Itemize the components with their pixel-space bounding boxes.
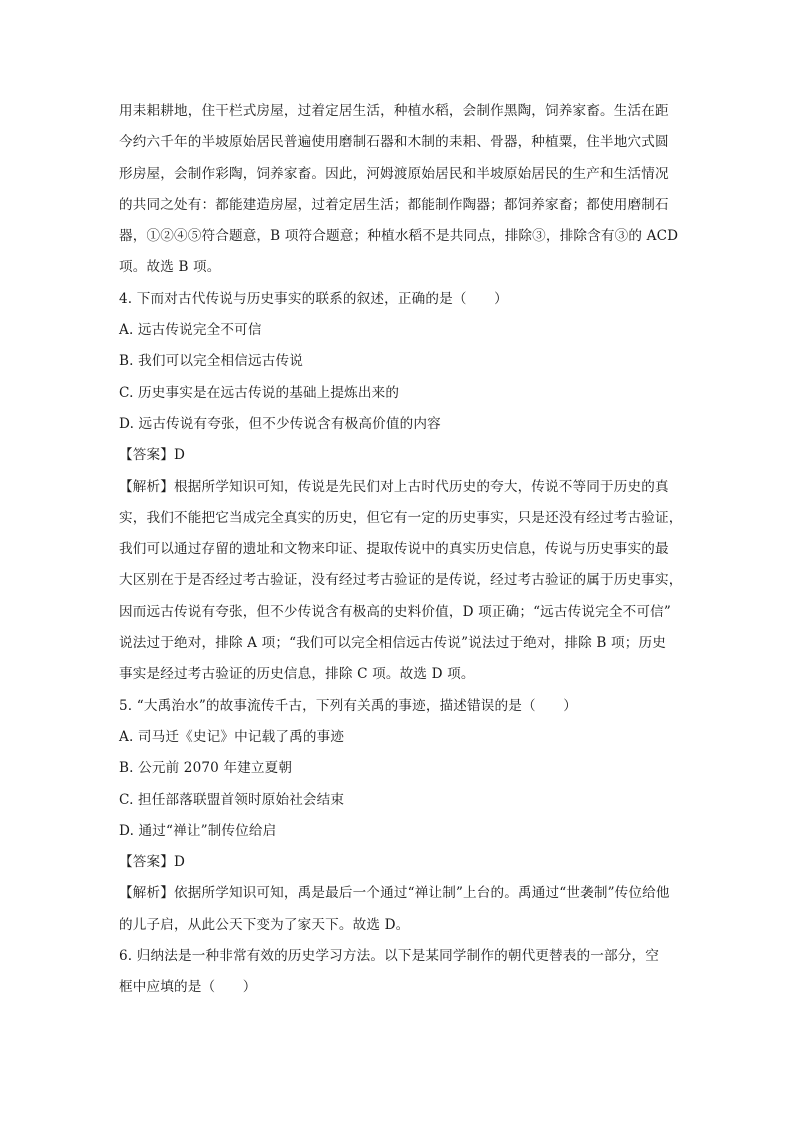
prev-explanation-line-4: 的共同之处有：都能建造房屋，过着定居生活；都能制作陶器；都饲养家畜；都使用磨制石: [119, 196, 669, 213]
question-6-line-2: 框中应填的是（ ）: [119, 979, 257, 996]
q4-analysis-line-7: 事实是经过考古验证的历史信息，排除 C 项。故选 D 项。: [119, 666, 475, 683]
q5-option-d: D. 通过“禅让”制传位给启: [119, 822, 277, 839]
q5-option-c: C. 担任部落联盟首领时原始社会结束: [119, 791, 345, 808]
q4-analysis-line-4: 大区别在于是否经过考古验证，没有经过考古验证的是传说，经过考古验证的属于历史事实，: [119, 572, 683, 589]
q4-analysis-line-5: 因而远古传说有夸张，但不少传说含有极高的史料价值，D 项正确；“远古传说完全不可信”: [119, 603, 671, 620]
question-4: 4. 下而对古代传说与历史事实的联系的叙述，正确的是（ ）: [119, 290, 508, 307]
q4-analysis-line-2: 实，我们不能把它当成完全真实的历史，但它有一定的历史事实，只是还没有经过考古验证，: [119, 509, 683, 526]
prev-explanation-line-2: 今约六千年的半坡原始居民普遍使用磨制石器和木制的耒耜、骨器，种植粟，住半地穴式圆: [119, 134, 669, 151]
q4-option-d: D. 远古传说有夸张，但不少传说含有极高价值的内容: [119, 415, 441, 432]
q4-analysis-line-3: 我们可以通过存留的遗址和文物来印证、提取传说中的真实历史信息，传说与历史事实的最: [119, 541, 669, 558]
q5-answer: 【答案】D: [119, 854, 186, 871]
q4-answer: 【答案】D: [119, 447, 186, 464]
q5-option-b: B. 公元前 2070 年建立夏朝: [119, 760, 293, 777]
prev-explanation-line-6: 项。故选 B 项。: [119, 259, 221, 276]
page-content: [119, 96, 683, 1004]
prev-explanation-line-5: 器，①②④⑤符合题意，B 项符合题意；种植水稻不是共同点，排除③，排除含有③的 ACD: [119, 228, 679, 245]
q5-option-a: A. 司马迁《史记》中记载了禹的事迹: [119, 728, 345, 745]
q5-analysis-line-2: 的儿子启，从此公天下变为了家天下。故选 D。: [119, 916, 410, 933]
q4-option-b: B. 我们可以完全相信远古传说: [119, 353, 304, 370]
question-6-line-1: 6. 归纳法是一种非常有效的历史学习方法。以下是某同学制作的朝代更替表的一部分，空: [119, 948, 660, 965]
q4-analysis-line-6: 说法过于绝对，排除 A 项；“我们可以完全相信远古传说”说法过于绝对，排除 B 项；历史: [119, 635, 666, 652]
prev-explanation-line-3: 形房屋，会制作彩陶，饲养家畜。因此，河姆渡原始居民和半坡原始居民的生产和生活情况: [119, 165, 669, 182]
q5-analysis-line-1: 【解析】依据所学知识可知，禹是最后一个通过“禅让制”上台的。禹通过“世袭制”传位给他: [119, 885, 670, 902]
q4-analysis-line-1: 【解析】根据所学知识可知，传说是先民们对上古时代历史的夸大，传说不等同于历史的真: [119, 478, 669, 495]
question-5: 5. “大禹治水”的故事流传千古，下列有关禹的事迹，描述错误的是（ ）: [119, 697, 577, 714]
prev-explanation-line-1: 用耒耜耕地，住干栏式房屋，过着定居生活，种植水稻，会制作黑陶，饲养家畜。生活在距: [119, 103, 669, 119]
q4-option-a: A. 远古传说完全不可信: [119, 322, 262, 339]
q4-option-c: C. 历史事实是在远古传说的基础上提炼出来的: [119, 384, 400, 401]
